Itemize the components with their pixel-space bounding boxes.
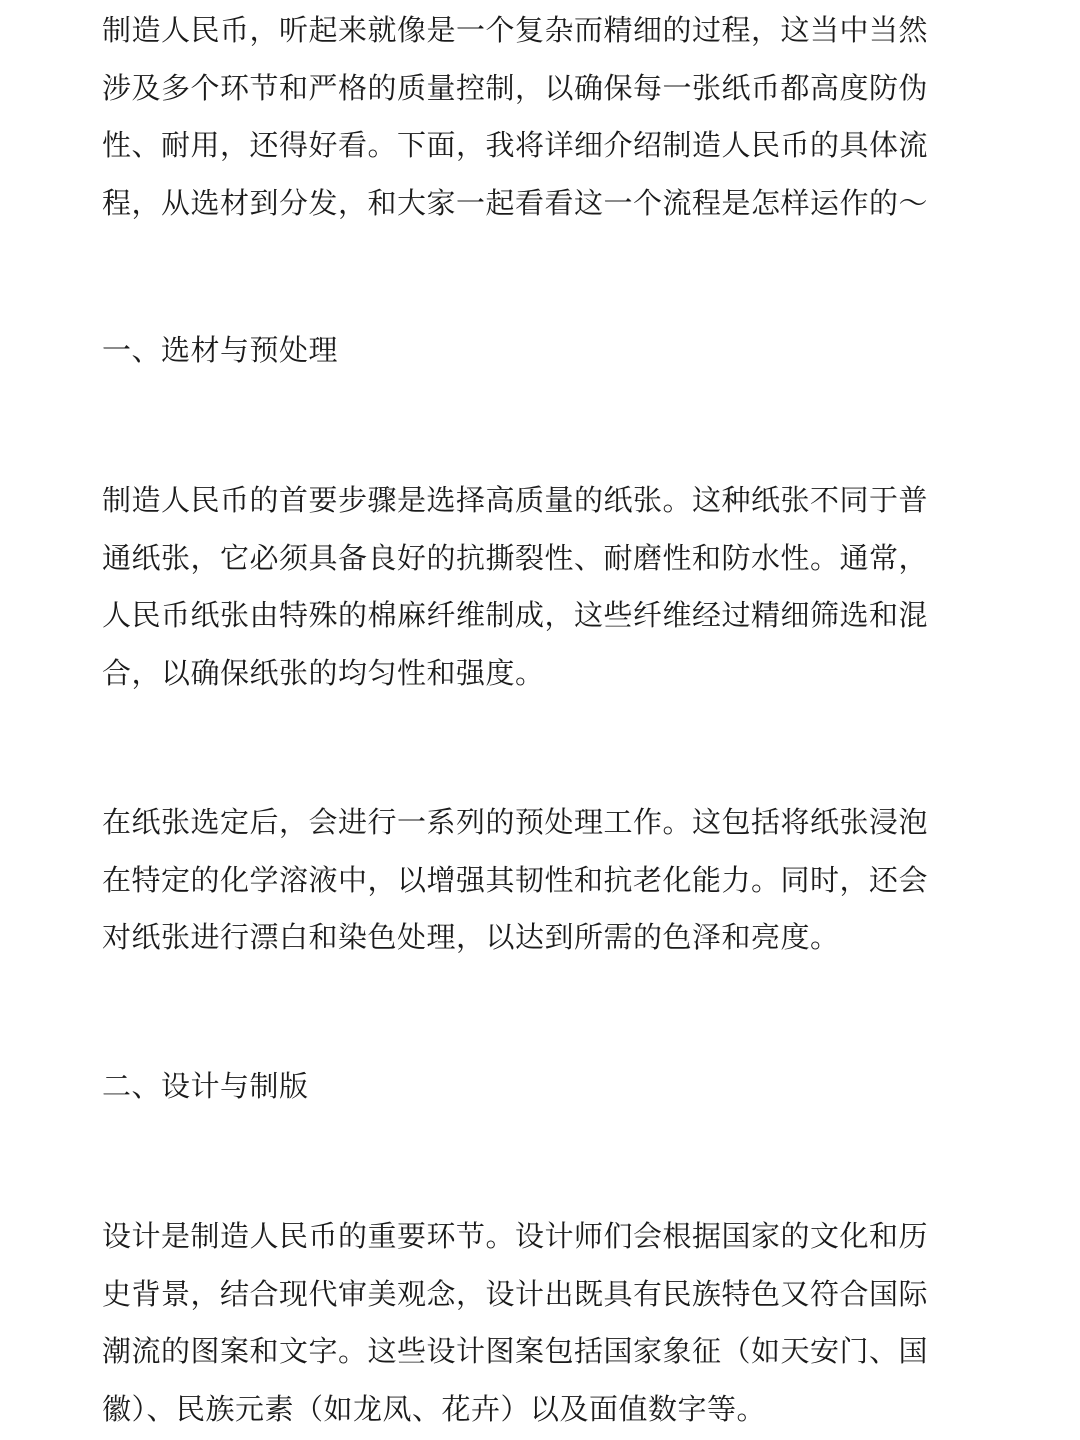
intro-paragraph: 制造人民币，听起来就像是一个复杂而精细的过程，这当中当然 涉及多个环节和严格的质量控制，以确保每一张纸币都高度防伪 性、耐用，还得好看。下面，我将详细介绍制造人民币的具体流 程，从选材到分发，和大家一起看看这一个流程是怎样运作的～ [102,13,929,220]
section-heading-materials: 一、选材与预处理 [102,333,339,367]
materials-paragraph-1: 制造人民币的首要步骤是选择高质量的纸张。这种纸张不同于普 通纸张，它必须具备良好的抗撕裂性、耐磨性和防水性。通常， 人民币纸张由特殊的棉麻纤维制成，这些纤维经过精细筛选和混 合，以确保纸张的均匀性和强度。 [102,483,929,690]
materials-paragraph-2: 在纸张选定后，会进行一系列的预处理工作。这包括将纸张浸泡 在特定的化学溶液中，以增强其韧性和抗老化能力。同时，还会 对纸张进行漂白和染色处理，以达到所需的色泽和亮度。 [102,805,929,954]
section-heading-design: 二、设计与制版 [102,1069,309,1103]
design-paragraph-1: 设计是制造人民币的重要环节。设计师们会根据国家的文化和历 史背景，结合现代审美观念，设计出既具有民族特色又符合国际 潮流的图案和文字。这些设计图案包括国家象征（如天安门、国 徽）、民族元素（如龙凤、花卉）以及面值数字等。 [102,1219,929,1426]
